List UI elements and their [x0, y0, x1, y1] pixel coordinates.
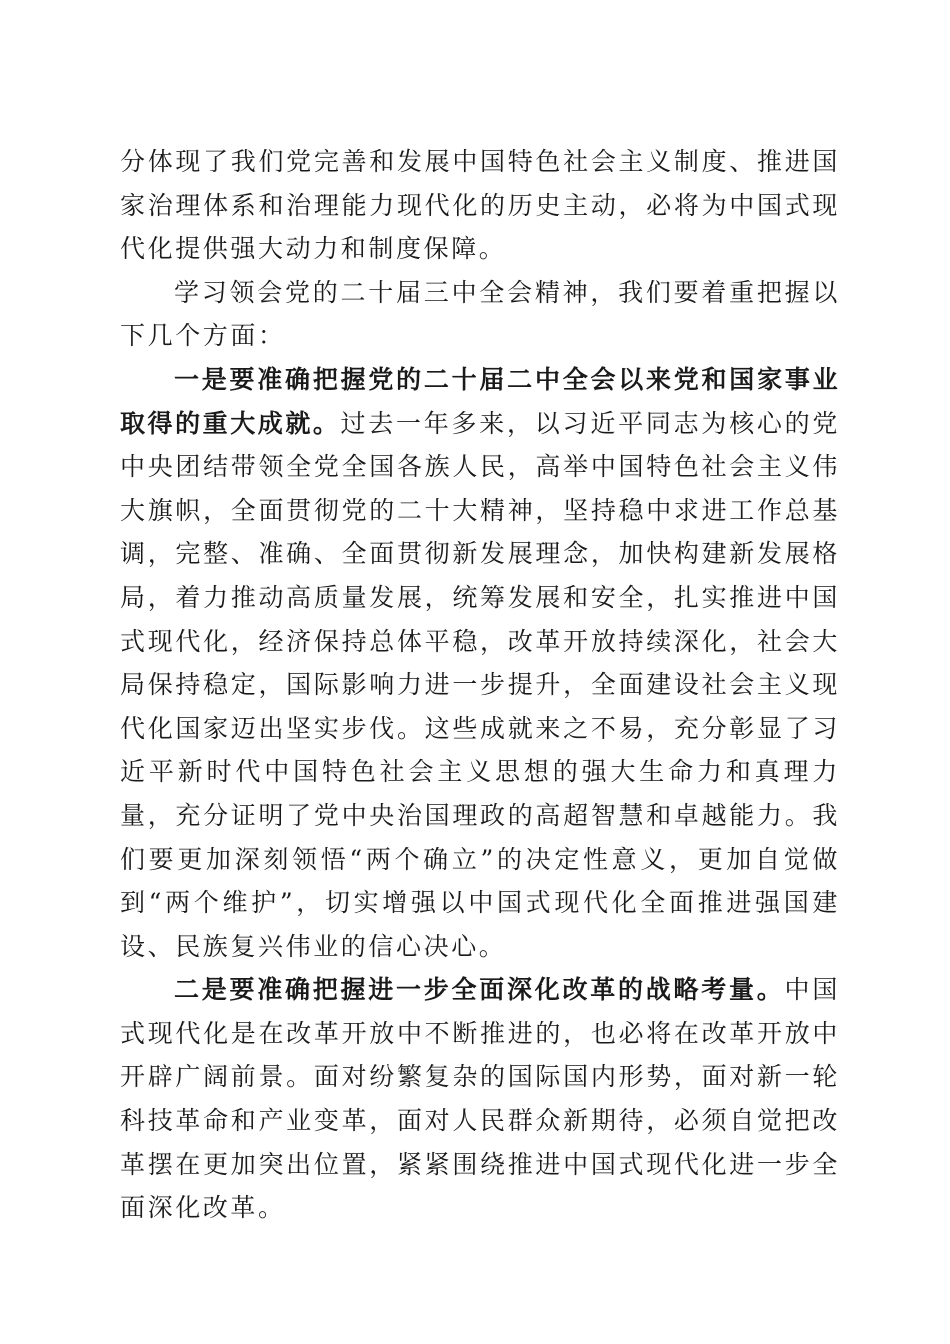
paragraph-4: [120, 968, 840, 1230]
paragraph-3: [120, 358, 840, 968]
paragraph-4-body: 中国式现代化是在改革开放中不断推进的，也必将在改革开放中开辟广阔前景。面对纷繁复杂的国际国内形势，面对新一轮科技革命和产业变革，面对人民群众新期待，必须自觉把改革摆在更加突出位置，紧紧围绕推进中国式现代化进一步全面深化改革。: [120, 975, 841, 1223]
paragraph-2: 学习领会党的二十届三中全会精神，我们要着重把握以下几个方面：: [120, 277, 840, 351]
document-body: [120, 140, 840, 1230]
paragraph-4-heading: 二是要准确把握进一步全面深化改革的战略考量。: [174, 975, 785, 1005]
paragraph-3-heading: 一是要准确把握党的二十届二中全会以来党和国家事业取得的重大成就。: [120, 364, 840, 438]
paragraph-3-body: 过去一年多来，以习近平同志为核心的党中央团结带领全党全国各族人民，高举中国特色社会主义伟大旗帜，全面贯彻党的二十大精神，坚持稳中求进工作总基调，完整、准确、全面贯彻新发展理念，加快构建新发展格局，着力推动高质量发展，统筹发展和安全，扎实推进中国式现代化，经济保持总体平稳，改革开放持续深化，社会大局保持稳定，国际影响力进一步提升，全面建设社会主义现代化国家迈出坚实步伐。这些成就来之不易，充分彰显了习近平新时代中国特色社会主义思想的强大生命力和真理力量，充分证明了党中央治国理政的高超智慧和卓越能力。我们要更加深刻领悟“两个确立”的决定性意义，更加自觉做到“两个维护”，切实增强以中国式现代化全面推进强国建设、民族复兴伟业的信心决心。: [120, 408, 840, 961]
paragraph-1: 分体现了我们党完善和发展中国特色社会主义制度、推进国家治理体系和治理能力现代化的历史主动，必将为中国式现代化提供强大动力和制度保障。: [120, 147, 840, 264]
